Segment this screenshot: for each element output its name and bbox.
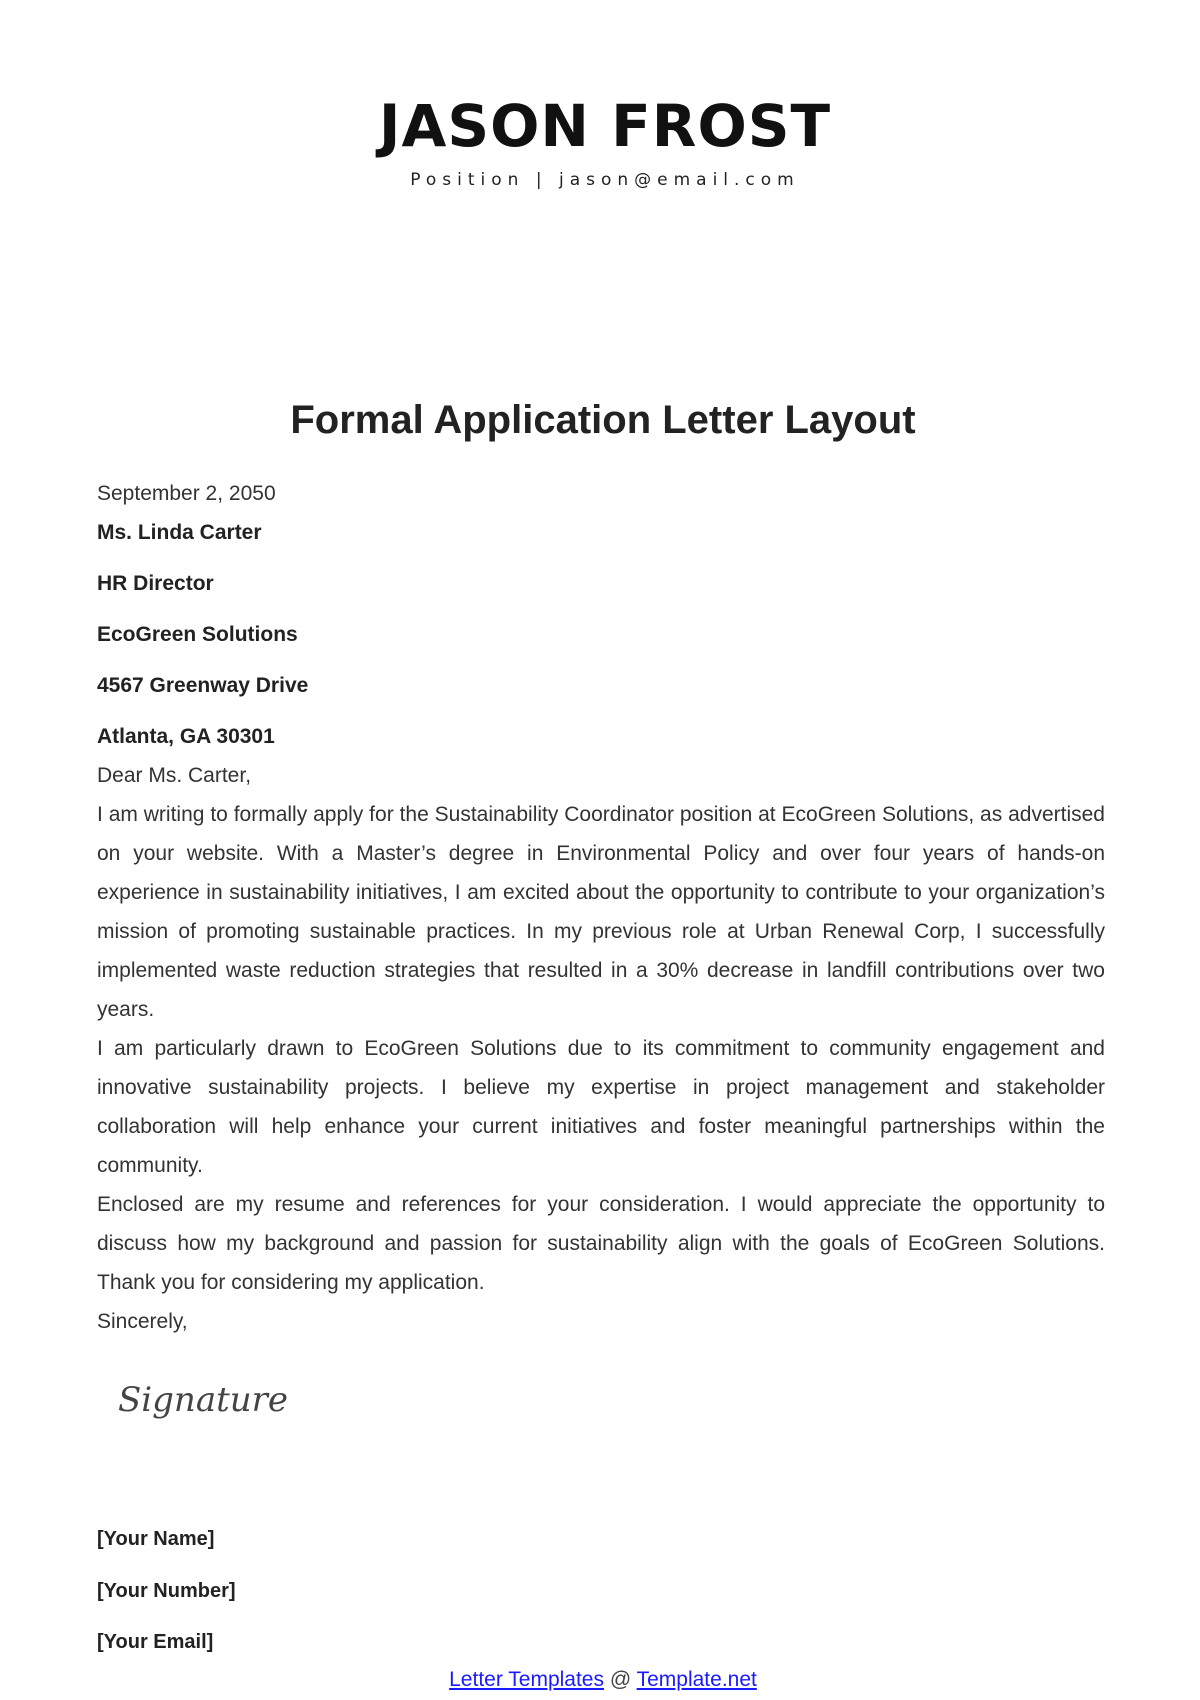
closing: Sincerely,: [97, 1310, 188, 1333]
footer-separator: @: [604, 1668, 637, 1691]
salutation: Dear Ms. Carter,: [97, 764, 252, 787]
contact-email: [Your Email]: [97, 1631, 214, 1653]
template-net-link[interactable]: Template.net: [636, 1668, 757, 1691]
paragraph: I am particularly drawn to EcoGreen Solutions due to its commitment to community engagement and innovative sustainability projects. I believe my expertise in project management and stakeholder collaboration will help enhance your current initiatives and foster meaningful partnerships within the community.: [97, 1037, 1105, 1177]
paragraph: Enclosed are my resume and references for your consideration. I would appreciate the opportunity to discuss how my background and passion for sustainability align with the goals of EcoGreen Solutions. Thank you for considering my application.: [97, 1193, 1105, 1294]
recipient-street: 4567 Greenway Drive: [97, 674, 309, 697]
recipient-city: Atlanta, GA 30301: [97, 725, 275, 748]
letter-templates-link[interactable]: Letter Templates: [449, 1668, 604, 1691]
letter-date: September 2, 2050: [97, 482, 276, 505]
recipient-position: HR Director: [97, 572, 214, 595]
signature-image: Signature: [118, 1380, 289, 1420]
paragraph: I am writing to formally apply for the Sustainability Coordinator position at EcoGreen Solutions, as advertised on your website. With a Master’s degree in Environmental Policy and over four years of hands-on experience in sustainability initiatives, I am excited about the opportunity to contribute to your organization’s mission of promoting sustainable practices. In my previous role at Urban Renewal Corp, I successfully implemented waste reduction strategies that resulted in a 30% decrease in landfill contributions over two years.: [97, 803, 1105, 1021]
letter-body: [97, 474, 1105, 1341]
document-title: Formal Application Letter Layout: [290, 398, 916, 442]
recipient-company: EcoGreen Solutions: [97, 623, 298, 646]
footer: [0, 1668, 1200, 1692]
contact-name: [Your Name]: [97, 1528, 215, 1550]
contact-number: [Your Number]: [97, 1580, 236, 1602]
header-subtitle: Position | jason@email.com: [410, 170, 800, 190]
header-name: JASON FROST: [378, 92, 832, 160]
recipient-name: Ms. Linda Carter: [97, 521, 262, 544]
